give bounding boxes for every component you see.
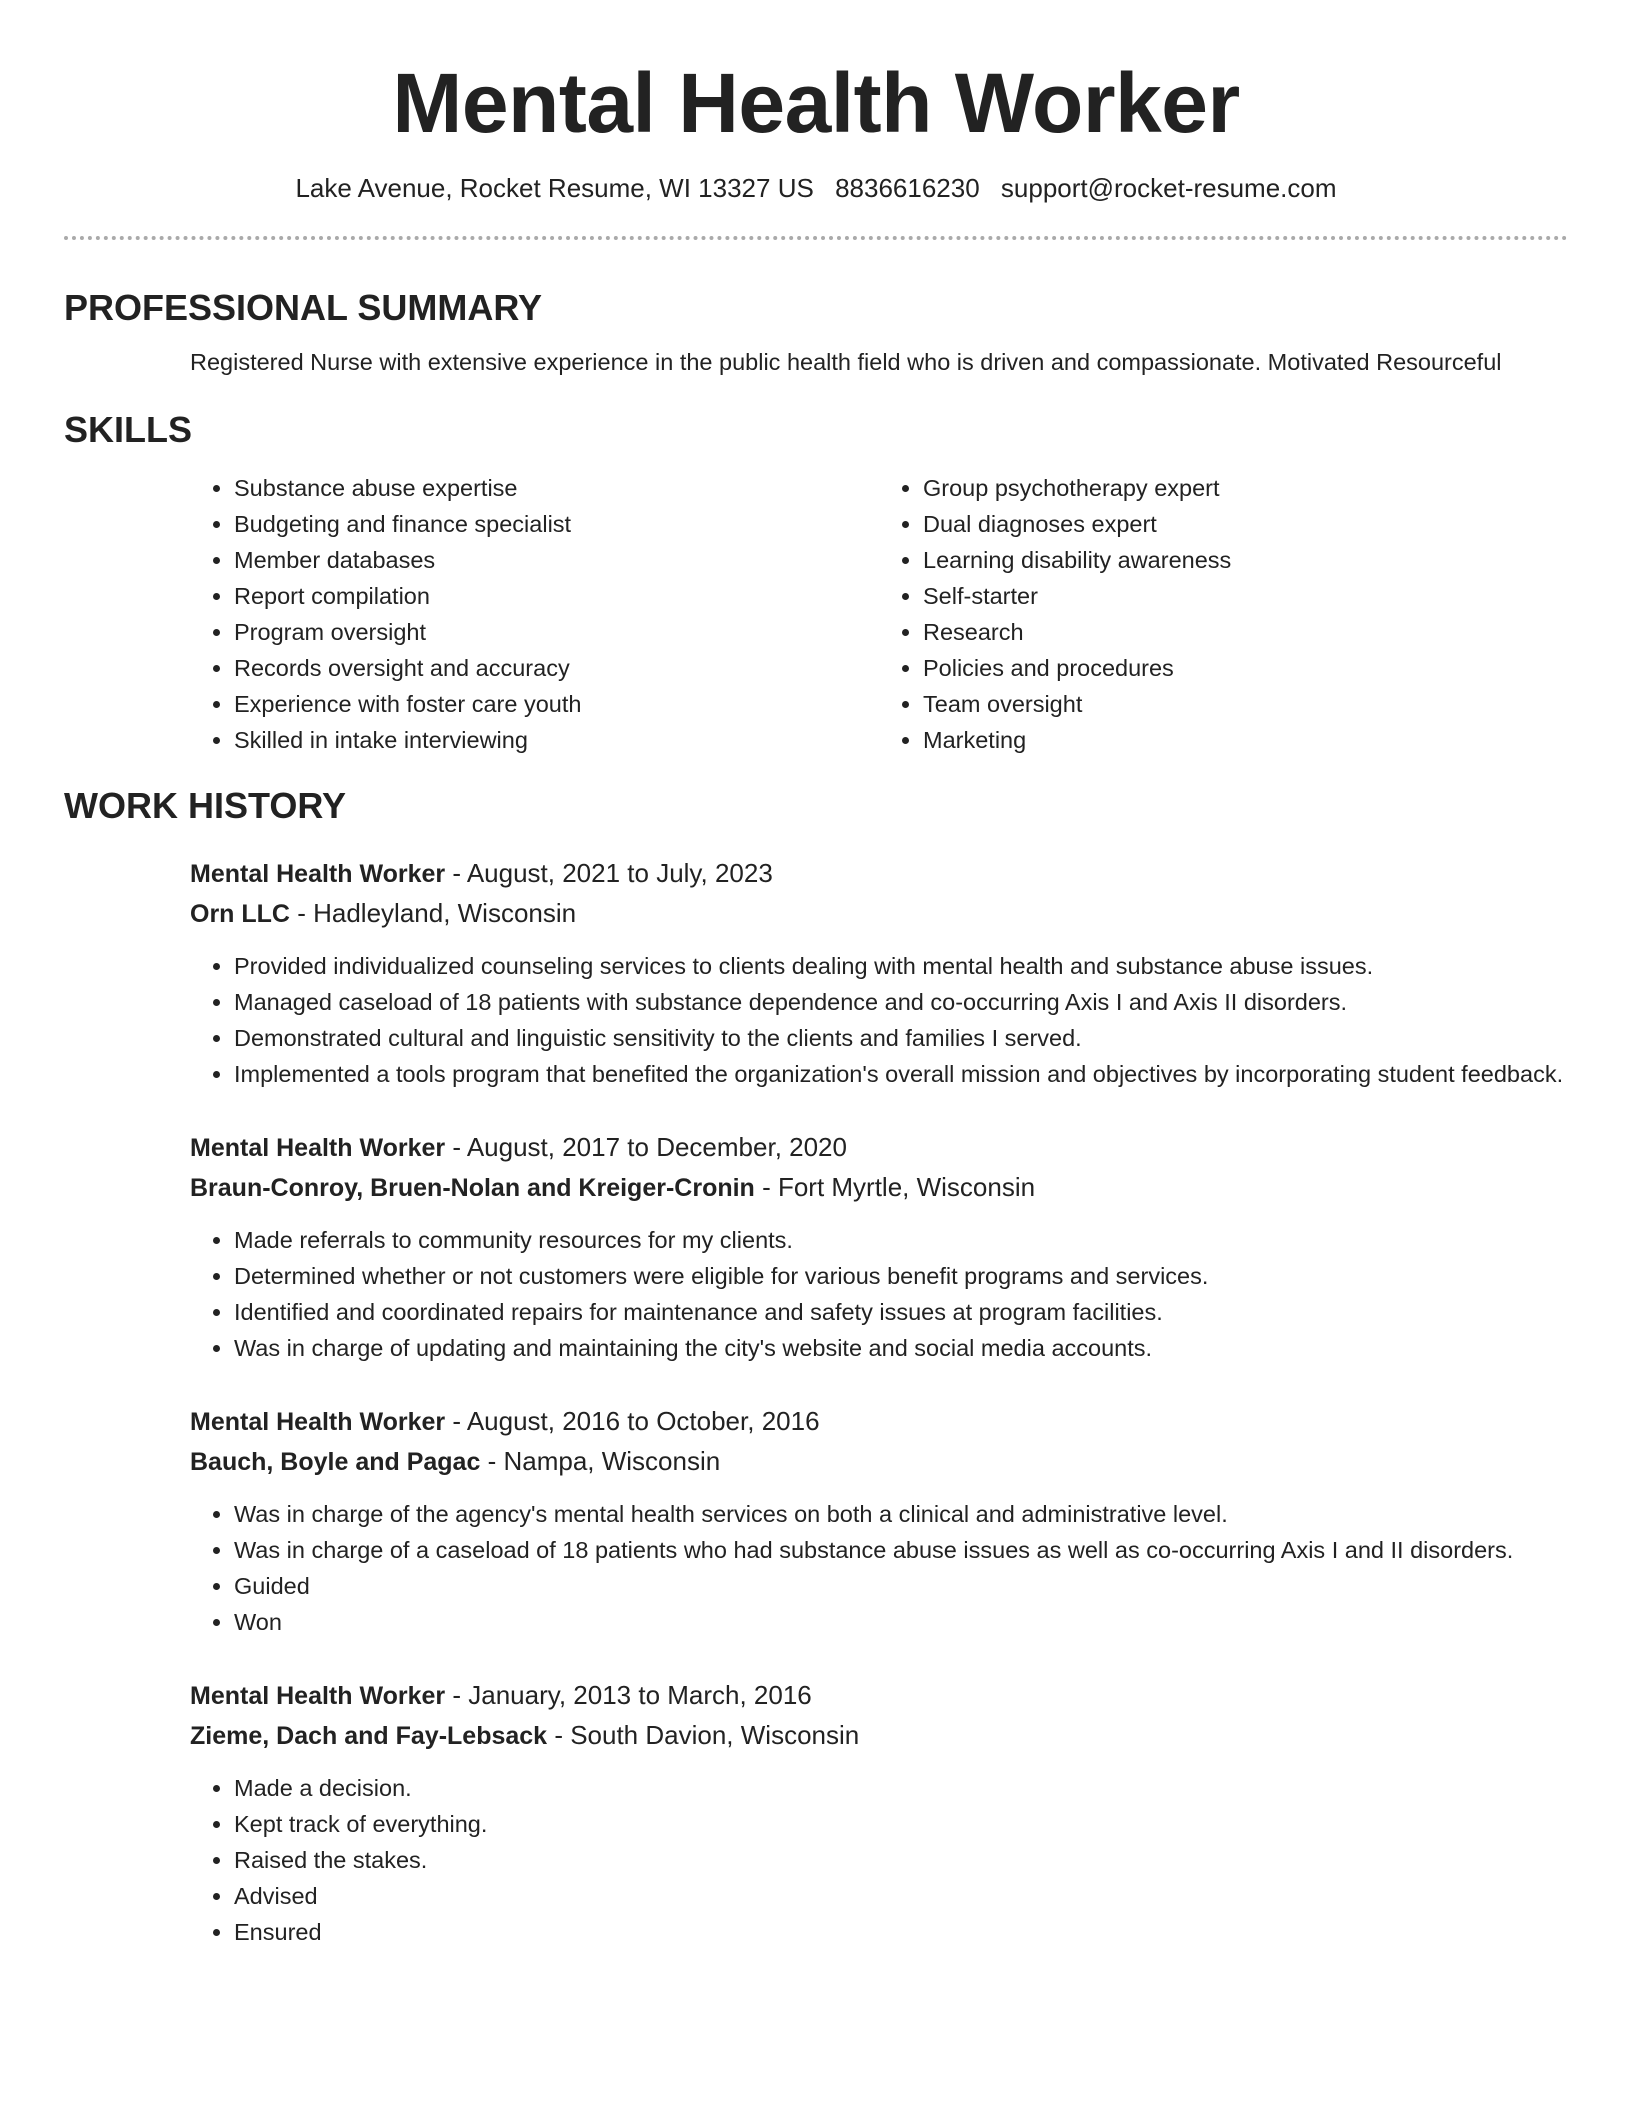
job-company: Zieme, Dach and Fay-Lebsack <box>190 1722 548 1750</box>
skill-item: • Dual diagnoses expert <box>923 506 1568 542</box>
skill-item: • Records oversight and accuracy <box>234 650 879 686</box>
job-company-line <box>190 1716 1568 1756</box>
job-title-line <box>190 1128 1568 1168</box>
job-role: Mental Health Worker <box>190 1134 446 1162</box>
job-bullet: • Kept track of everything. <box>234 1806 1568 1842</box>
contact-address: Lake Avenue, Rocket Resume, WI 13327 US <box>295 173 814 203</box>
resume-name: Mental Health Worker <box>392 56 1240 150</box>
skill-item: • Team oversight <box>923 686 1568 722</box>
job-bullets <box>190 1222 1568 1366</box>
skill-item: • Research <box>923 614 1568 650</box>
job-company-line <box>190 1168 1568 1208</box>
skill-item: • Member databases <box>234 542 879 578</box>
skill-item: • Marketing <box>923 722 1568 758</box>
job-bullet: • Identified and coordinated repairs for maintenance and safety issues at program facilities. <box>234 1294 1568 1330</box>
job-location: - South Davion, Wisconsin <box>547 1720 860 1750</box>
skill-item: • Policies and procedures <box>923 650 1568 686</box>
job-title-line <box>190 1676 1568 1716</box>
job-bullet: • Managed caseload of 18 patients with substance dependence and co-occurring Axis I and Axis II disorders. <box>234 984 1568 1020</box>
job-bullet: • Was in charge of the agency's mental health services on both a clinical and administrative level. <box>234 1496 1568 1532</box>
job-bullet: • Raised the stakes. <box>234 1842 1568 1878</box>
job-location: - Hadleyland, Wisconsin <box>290 898 577 928</box>
job-company: Braun-Conroy, Bruen-Nolan and Kreiger-Cronin <box>190 1174 755 1202</box>
work-history-heading: WORK HISTORY <box>64 785 347 826</box>
job-entry <box>190 1676 1568 1950</box>
job-bullet: • Demonstrated cultural and linguistic sensitivity to the clients and families I served. <box>234 1020 1568 1056</box>
job-bullets <box>190 1770 1568 1950</box>
job-bullet: • Was in charge of a caseload of 18 patients who had substance abuse issues as well as co-occurring Axis I and II disorders. <box>234 1532 1568 1568</box>
job-bullet: • Ensured <box>234 1914 1568 1950</box>
job-bullet: • Made a decision. <box>234 1770 1568 1806</box>
skill-item: • Skilled in intake interviewing <box>234 722 879 758</box>
job-dates: - January, 2013 to March, 2016 <box>445 1680 812 1710</box>
contact-phone: 8836616230 <box>835 173 980 203</box>
job-bullet: • Was in charge of updating and maintaining the city's website and social media accounts. <box>234 1330 1568 1366</box>
job-entry <box>190 1128 1568 1366</box>
skill-item: • Program oversight <box>234 614 879 650</box>
job-dates: - August, 2017 to December, 2020 <box>445 1132 847 1162</box>
job-dates: - August, 2016 to October, 2016 <box>445 1406 820 1436</box>
summary-text: Registered Nurse with extensive experience in the public health field who is driven and compassionate. Motivated Resourceful <box>190 349 1502 375</box>
job-location: - Nampa, Wisconsin <box>480 1446 721 1476</box>
job-bullet: • Implemented a tools program that benefited the organization's overall mission and objectives by incorporating student feedback. <box>234 1056 1568 1092</box>
skills-heading: SKILLS <box>64 409 193 450</box>
job-title-line <box>190 1402 1568 1442</box>
skills-list <box>190 470 1568 758</box>
summary-heading: PROFESSIONAL SUMMARY <box>64 287 543 328</box>
job-bullet: • Provided individualized counseling services to clients dealing with mental health and substance abuse issues. <box>234 948 1568 984</box>
job-title-line <box>190 854 1568 894</box>
skill-item: • Report compilation <box>234 578 879 614</box>
job-dates: - August, 2021 to July, 2023 <box>445 858 773 888</box>
skill-item: • Learning disability awareness <box>923 542 1568 578</box>
skill-item: • Budgeting and finance specialist <box>234 506 879 542</box>
skill-item: • Group psychotherapy expert <box>923 470 1568 506</box>
skill-item: • Experience with foster care youth <box>234 686 879 722</box>
job-bullets <box>190 1496 1568 1640</box>
job-bullet: • Guided <box>234 1568 1568 1604</box>
job-role: Mental Health Worker <box>190 860 446 888</box>
skills-column-left <box>190 470 879 758</box>
skill-item: • Self-starter <box>923 578 1568 614</box>
skills-column-right <box>879 470 1568 758</box>
job-entry <box>190 854 1568 1092</box>
header-divider <box>64 236 1568 240</box>
skill-item: • Substance abuse expertise <box>234 470 879 506</box>
job-bullets <box>190 948 1568 1092</box>
job-company: Bauch, Boyle and Pagac <box>190 1448 481 1476</box>
job-role: Mental Health Worker <box>190 1408 446 1436</box>
job-company-line <box>190 1442 1568 1482</box>
contact-info <box>64 172 1568 204</box>
job-company-line <box>190 894 1568 934</box>
job-bullet: • Made referrals to community resources for my clients. <box>234 1222 1568 1258</box>
job-entry <box>190 1402 1568 1640</box>
contact-email: support@rocket-resume.com <box>1000 173 1337 203</box>
job-location: - Fort Myrtle, Wisconsin <box>754 1172 1036 1202</box>
job-bullet: • Advised <box>234 1878 1568 1914</box>
job-company: Orn LLC <box>190 900 290 928</box>
job-role: Mental Health Worker <box>190 1682 446 1710</box>
job-bullet: • Won <box>234 1604 1568 1640</box>
job-bullet: • Determined whether or not customers were eligible for various benefit programs and services. <box>234 1258 1568 1294</box>
